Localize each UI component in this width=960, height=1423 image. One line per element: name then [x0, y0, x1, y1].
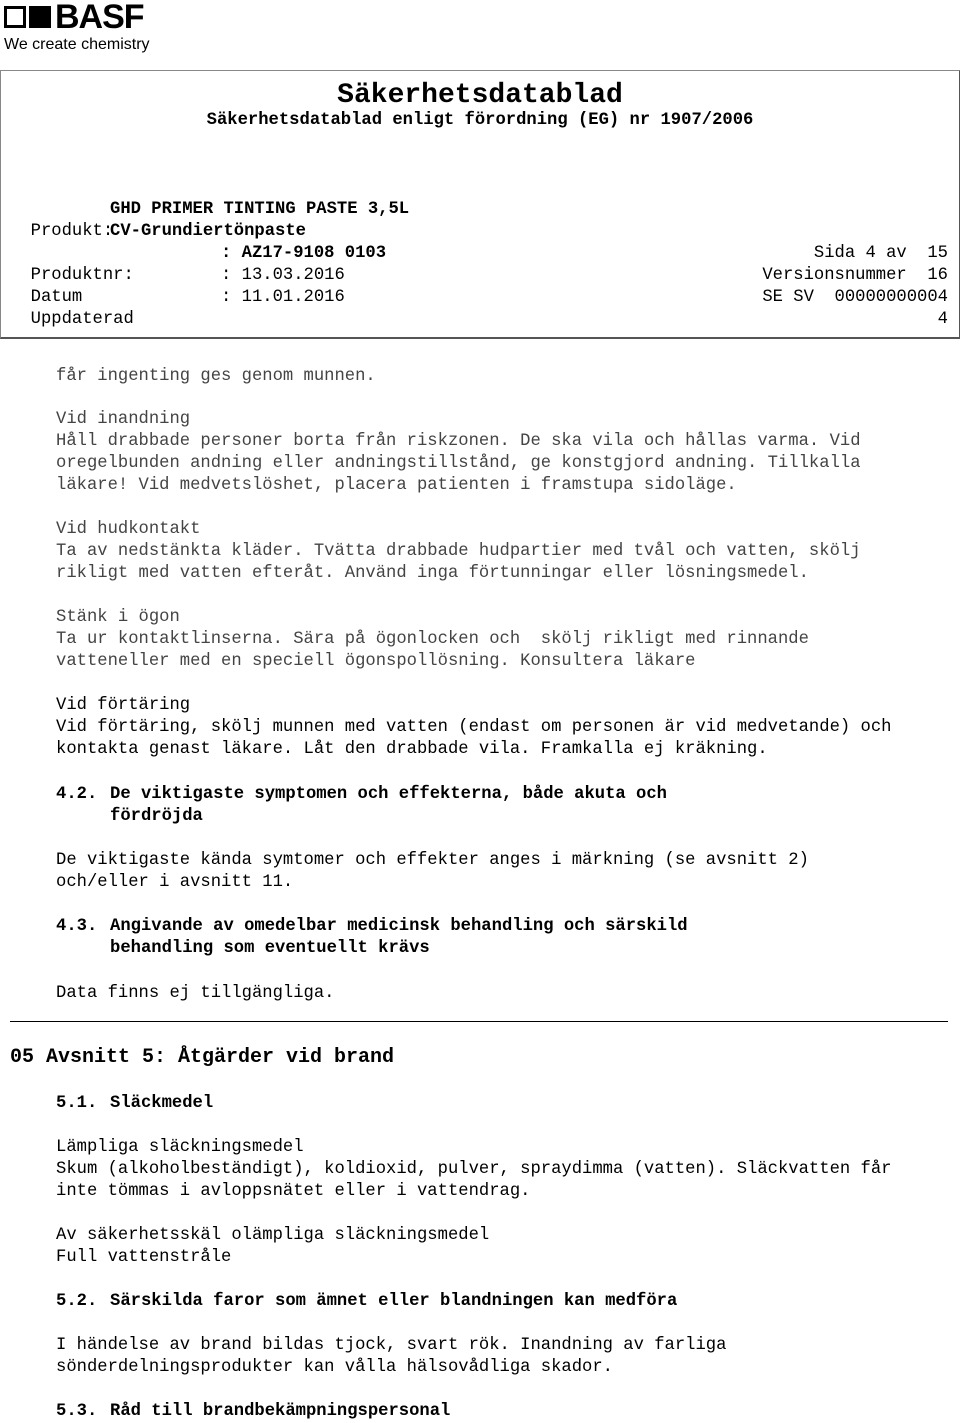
document-title: Säkerhetsdatablad — [337, 80, 623, 111]
text-line: och/eller i avsnitt 11. — [56, 873, 294, 892]
version-info: Versionsnummer 16 — [762, 266, 948, 285]
suitable-media-heading: Lämpliga släckningsmedel — [56, 1138, 304, 1157]
product-name: GHD PRIMER TINTING PASTE 3,5L — [110, 200, 410, 219]
section-divider — [10, 1021, 948, 1022]
text-line: Håll drabbade personer borta från riskzonen. De ska vila och hållas varma. Vid — [56, 432, 861, 451]
date-label: Datum — [30, 288, 83, 307]
eye-contact-heading: Stänk i ögon — [56, 608, 180, 627]
text-line: Full vattenstråle — [56, 1248, 232, 1267]
text-line: får ingenting ges genom munnen. — [56, 367, 376, 386]
text-line: sönderdelningsprodukter kan vålla hälsovådliga skador. — [56, 1358, 613, 1377]
product-number-label: Produktnr: — [30, 266, 134, 285]
text-line: rikligt med vatten efteråt. Använd inga förtunningar eller lösningsmedel. — [56, 564, 809, 583]
text-line: Data finns ej tillgängliga. — [56, 984, 335, 1003]
date-value: : 13.03.2016 — [221, 266, 345, 285]
section-5-1-number: 5.1. — [56, 1094, 98, 1113]
text-line: Ta ur kontaktlinserna. Sära på ögonlocken och skölj rikligt med rinnande — [56, 630, 809, 649]
text-line: De viktigaste kända symtomer och effekter anges i märkning (se avsnitt 2) — [56, 851, 809, 870]
text-line: kontakta genast läkare. Låt den drabbade vila. Framkalla ej kräkning. — [56, 740, 768, 759]
section-4-2-number: 4.2. — [56, 785, 98, 804]
basf-logo-mark — [4, 0, 150, 36]
page-info: Sida 4 av 15 — [813, 244, 948, 263]
product-label: Produkt: — [30, 222, 114, 241]
text-line: läkare! Vid medvetslöshet, placera patienten i framstupa sidoläge. — [56, 476, 737, 495]
section-4-3-number: 4.3. — [56, 917, 98, 936]
ingestion-heading: Vid förtäring — [56, 696, 191, 715]
document-code-tail-row — [10, 309, 948, 353]
document-code: SE SV 00000000004 — [762, 288, 948, 307]
section-4-2-title: De viktigaste symptomen och effekterna, både akuta och — [110, 785, 667, 804]
logo-brand: BASF — [55, 0, 144, 36]
text-line: oregelbunden andning eller andningstillstånd, ge konstgjord andning. Tillkalla — [56, 454, 861, 473]
section-4-2-title-cont: fördröjda — [110, 807, 203, 826]
section-5-2-number: 5.2. — [56, 1292, 98, 1311]
text-line: vatteneller med en speciell ögonspollösning. Konsultera läkare — [56, 652, 696, 671]
section-5-1-title: Släckmedel — [110, 1094, 214, 1113]
section-5-3-number: 5.3. — [56, 1402, 98, 1421]
unsuitable-media-heading: Av säkerhetsskäl olämpliga släckningsmedel — [56, 1226, 490, 1245]
text-line: inte tömmas i avloppsnätet eller i vattendrag. — [56, 1182, 531, 1201]
inhalation-heading: Vid inandning — [56, 410, 191, 429]
text-line: Skum (alkoholbeständigt), koldioxid, pulver, spraydimma (vatten). Släckvatten får — [56, 1160, 892, 1179]
product-number-value: : AZ17-9108 0103 — [221, 244, 387, 263]
text-line: Vid förtäring, skölj munnen med vatten (endast om personen är vid medvetande) och — [56, 718, 892, 737]
basf-logo — [4, 2, 150, 54]
section-4-3-title-cont: behandling som eventuellt krävs — [110, 939, 430, 958]
document-code-tail: 4 — [937, 310, 948, 329]
updated-label: Uppdaterad — [30, 310, 134, 329]
product-subname: CV-Grundiertönpaste — [110, 222, 306, 241]
document-subtitle: Säkerhetsdatablad enligt förordning (EG) nr 1907/2006 — [206, 111, 754, 130]
section-4-3-title: Angivande av omedelbar medicinsk behandling och särskild — [110, 917, 688, 936]
logo-tagline: We create chemistry — [4, 36, 150, 53]
skin-contact-heading: Vid hudkontakt — [56, 520, 201, 539]
logo-squares-icon — [4, 6, 51, 28]
section-5-title: 05 Avsnitt 5: Åtgärder vid brand — [10, 1046, 395, 1069]
text-line: Ta av nedstänkta kläder. Tvätta drabbade hudpartier med tvål och vatten, skölj — [56, 542, 861, 561]
text-line: I händelse av brand bildas tjock, svart rök. Inandning av farliga — [56, 1336, 727, 1355]
updated-value: : 11.01.2016 — [221, 288, 345, 307]
section-5-2-title: Särskilda faror som ämnet eller blandningen kan medföra — [110, 1292, 678, 1311]
section-5-3-title: Råd till brandbekämpningspersonal — [110, 1402, 451, 1421]
